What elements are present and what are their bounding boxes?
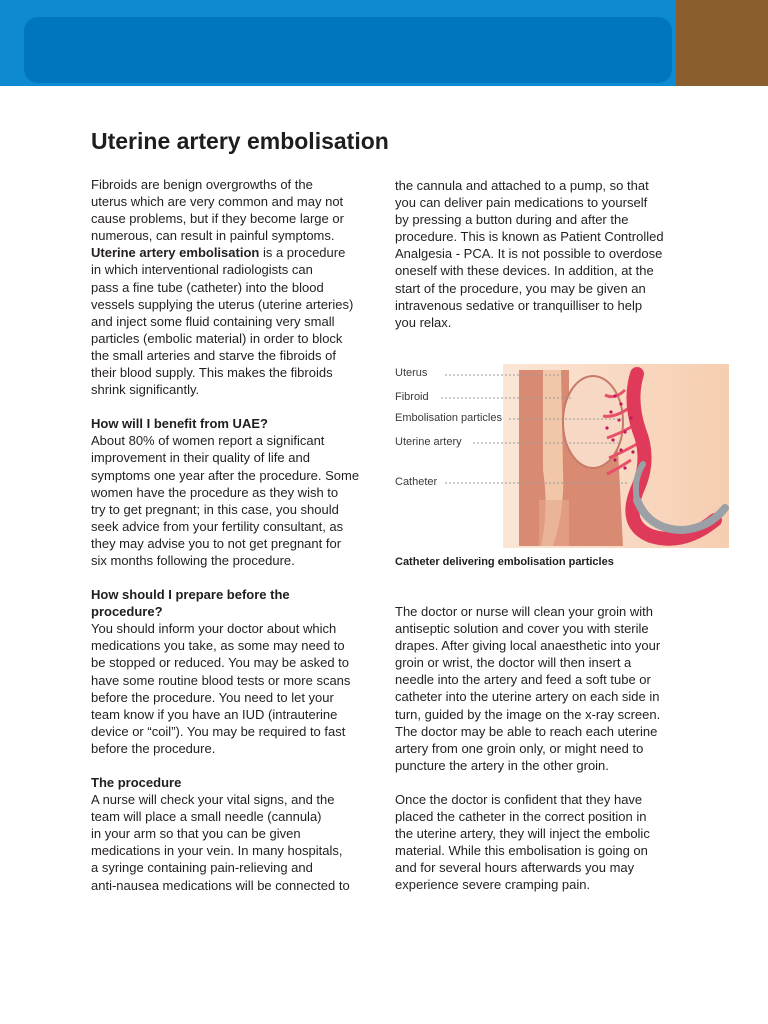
cervix-canal — [539, 500, 569, 546]
label-uterus: Uterus — [395, 367, 428, 379]
label-embolisation-particles: Embolisation particles — [395, 412, 502, 424]
embolic-injection-paragraph: Once the doctor is confident that they have placed the catheter in the correct position in the uterine artery, they will inject the embolic material. While this embolisation is going on and for several hours afterwards you may experience severe cramping pain. — [395, 791, 650, 893]
uterus-illustration — [393, 360, 733, 560]
pca-paragraph: the cannula and attached to a pump, so that you can deliver pain medications to yourself by pressing a button during and after the procedure. This is known as Patient Controlled Analgesia - PCA. It is not possible to overdose oneself with these devices. In addition, at the start of the procedure, you may be given an intravenous sedative or tranquilliser to help you relax. — [395, 178, 664, 330]
left-column — [91, 176, 371, 894]
procedure-detail-paragraph: The doctor or nurse will clean your groin with antiseptic solution and cover you with sterile drapes. After giving local anaesthetic into your groin or wrist, the doctor will then insert a needle into the artery and feed a soft tube or catheter into the uterine artery on each side in turn, guided by the image on the x-ray screen. The doctor may be able to reach each uterine artery from one groin only, or might need to puncture the artery in the other groin. — [395, 604, 661, 773]
procedure-paragraph: A nurse will check your vital signs, and the team will place a small needle (cannula) in your arm so that you can be given medications in your vein. In many hospitals, a syringe containing pain-relieving and anti-nausea medications will be connected to — [91, 792, 350, 893]
benefit-paragraph: About 80% of women report a significant improvement in their quality of life and symptoms one year after the procedure. Some women have the procedure as they wish to try to get pregnant; in this case, you should seek advice from your fertility consultant, as they may advise you to not get pregnant for six months following the procedure. — [91, 433, 360, 568]
procedure-heading: The procedure — [91, 775, 182, 790]
label-uterine-artery: Uterine artery — [395, 436, 462, 448]
prepare-paragraph: You should inform your doctor about which medications you take, as some may need to be stopped or reduced. You may be asked to have some routine blood tests or more scans before the procedure. You need to let your team know if you have an IUD (intrauterine device or “coil”). You may be required to fast before the procedure. — [91, 621, 351, 756]
page-title: Uterine artery embolisation — [91, 128, 389, 154]
figure-caption: Catheter delivering embolisation particles — [395, 556, 614, 568]
label-fibroid: Fibroid — [395, 391, 429, 403]
benefit-heading: How will I benefit from UAE? — [91, 416, 268, 432]
embolisation-diagram — [393, 360, 733, 560]
header-accent-block — [676, 0, 768, 86]
header-band — [0, 0, 676, 86]
prepare-heading: How should I prepare before the procedure? — [91, 587, 290, 620]
header-bar — [24, 17, 672, 83]
right-column-bottom — [395, 603, 685, 894]
right-column-top — [395, 177, 685, 331]
label-catheter: Catheter — [395, 476, 438, 488]
uae-term: Uterine artery embolisation — [91, 245, 260, 261]
intro-paragraph: Fibroids are benign overgrowths of the uterus which are very common and may not cause problems, but if they become large or numerous, can result in painful symptoms. Uterine artery embolisation is a procedure in which interventional radiologists can pass a fine tube (catheter) into the blood vessels supplying the uterus (uterine arteries) and inject some fluid containing very small particles (embolic material) in order to block the small arteries and starve the fibroids of their blood supply. This makes the fibroids shrink significantly. — [91, 177, 354, 398]
